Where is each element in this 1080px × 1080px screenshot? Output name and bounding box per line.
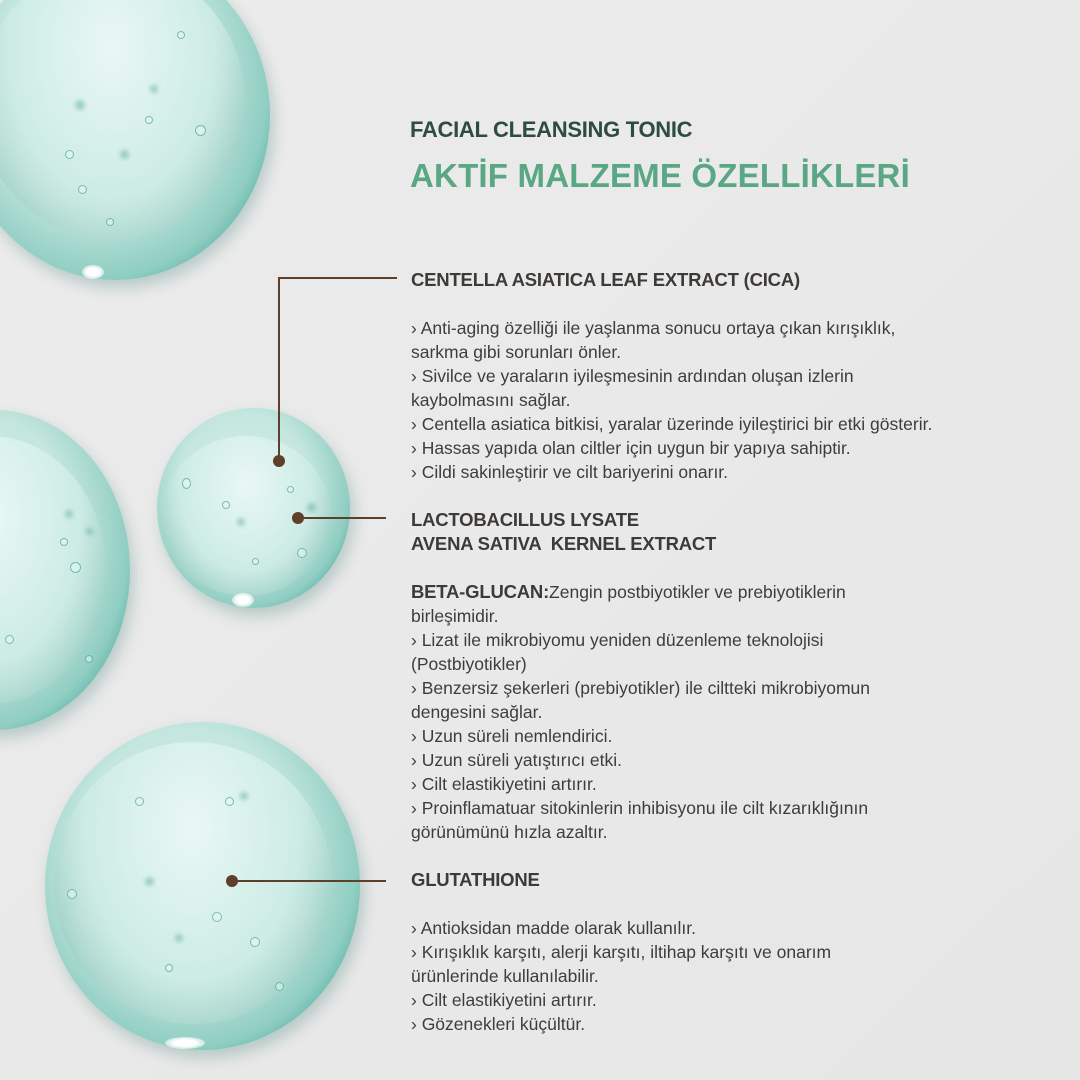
- connector-dot-lactobacillus: [292, 512, 304, 524]
- benefit-line: › Cilt elastikiyetini artırır.: [411, 990, 597, 1010]
- section-heading: AVENA SATIVA KERNEL EXTRACT: [411, 533, 717, 554]
- connector-line-lactobacillus: [298, 517, 386, 519]
- benefit-line: görünümünü hızla azaltır.: [411, 822, 608, 842]
- benefit-list: [411, 580, 1051, 844]
- connector-dot-glutathione: [226, 875, 238, 887]
- benefit-line: › Benzersiz şekerleri (prebiyotikler) ile ciltteki mikrobiyomun: [411, 678, 871, 698]
- section-heading: GLUTATHIONE: [411, 869, 540, 890]
- section-heading: CENTELLA ASIATICA LEAF EXTRACT (CICA): [411, 269, 800, 290]
- benefit-line: › Proinflamatuar sitokinlerin inhibisyonu ile cilt kızarıklığının: [411, 798, 869, 818]
- benefit-line: › Uzun süreli nemlendirici.: [411, 726, 613, 746]
- benefit-line: › Lizat ile mikrobiyomu yeniden düzenleme teknolojisi: [411, 630, 824, 650]
- benefit-line: › Cilt elastikiyetini artırır.: [411, 774, 597, 794]
- section-glutathione: [411, 868, 1051, 1036]
- benefit-line: › Kırışıklık karşıtı, alerji karşıtı, iltihap karşıtı ve onarım: [411, 942, 832, 962]
- gel-droplet-left: [0, 410, 130, 730]
- benefit-line: › Sivilce ve yaraların iyileşmesinin ardından oluşan izlerin: [411, 366, 854, 386]
- benefit-lead-line: [411, 580, 1051, 604]
- connector-line-cica-vertical: [278, 277, 280, 462]
- benefit-line: dengesini sağlar.: [411, 702, 543, 722]
- beta-glucan-description: Zengin postbiyotikler ve prebiyotiklerin: [549, 582, 846, 602]
- connector-line-cica-horizontal: [278, 277, 397, 279]
- benefit-line: › Cildi sakinleştirir ve cilt bariyerini onarır.: [411, 462, 729, 482]
- section-heading: LACTOBACILLUS LYSATE: [411, 509, 639, 530]
- benefit-list: [411, 916, 1051, 1036]
- benefit-line: › Anti-aging özelliği ile yaşlanma sonucu ortaya çıkan kırışıklık,: [411, 318, 896, 338]
- benefit-line: sarkma gibi sorunları önler.: [411, 342, 622, 362]
- benefit-line: birleşimidir.: [411, 606, 499, 626]
- gel-droplet-bottom: [45, 722, 360, 1050]
- benefit-line: › Uzun süreli yatıştırıcı etki.: [411, 750, 623, 770]
- gel-droplet-middle: [157, 408, 350, 608]
- benefit-line: › Antioksidan madde olarak kullanılır.: [411, 918, 697, 938]
- section-centella: [411, 268, 1051, 484]
- beta-glucan-label: BETA-GLUCAN:: [411, 581, 550, 602]
- connector-line-glutathione: [232, 880, 386, 882]
- gel-droplet-top: [0, 0, 270, 280]
- benefit-line: kaybolmasını sağlar.: [411, 390, 571, 410]
- benefit-line: (Postbiyotikler): [411, 654, 527, 674]
- benefit-line: › Gözenekleri küçültür.: [411, 1014, 586, 1034]
- benefit-line: › Centella asiatica bitkisi, yaralar üzerinde iyileştirici bir etki gösterir.: [411, 414, 933, 434]
- page-title: AKTİF MALZEME ÖZELLİKLERİ: [410, 157, 910, 194]
- section-lactobacillus: [411, 508, 1051, 844]
- benefit-line: ürünlerinde kullanılabilir.: [411, 966, 599, 986]
- connector-dot-cica: [273, 455, 285, 467]
- benefit-line: › Hassas yapıda olan ciltler için uygun bir yapıya sahiptir.: [411, 438, 851, 458]
- benefit-list: [411, 316, 1051, 484]
- product-subtitle: FACIAL CLEANSING TONIC: [410, 117, 693, 142]
